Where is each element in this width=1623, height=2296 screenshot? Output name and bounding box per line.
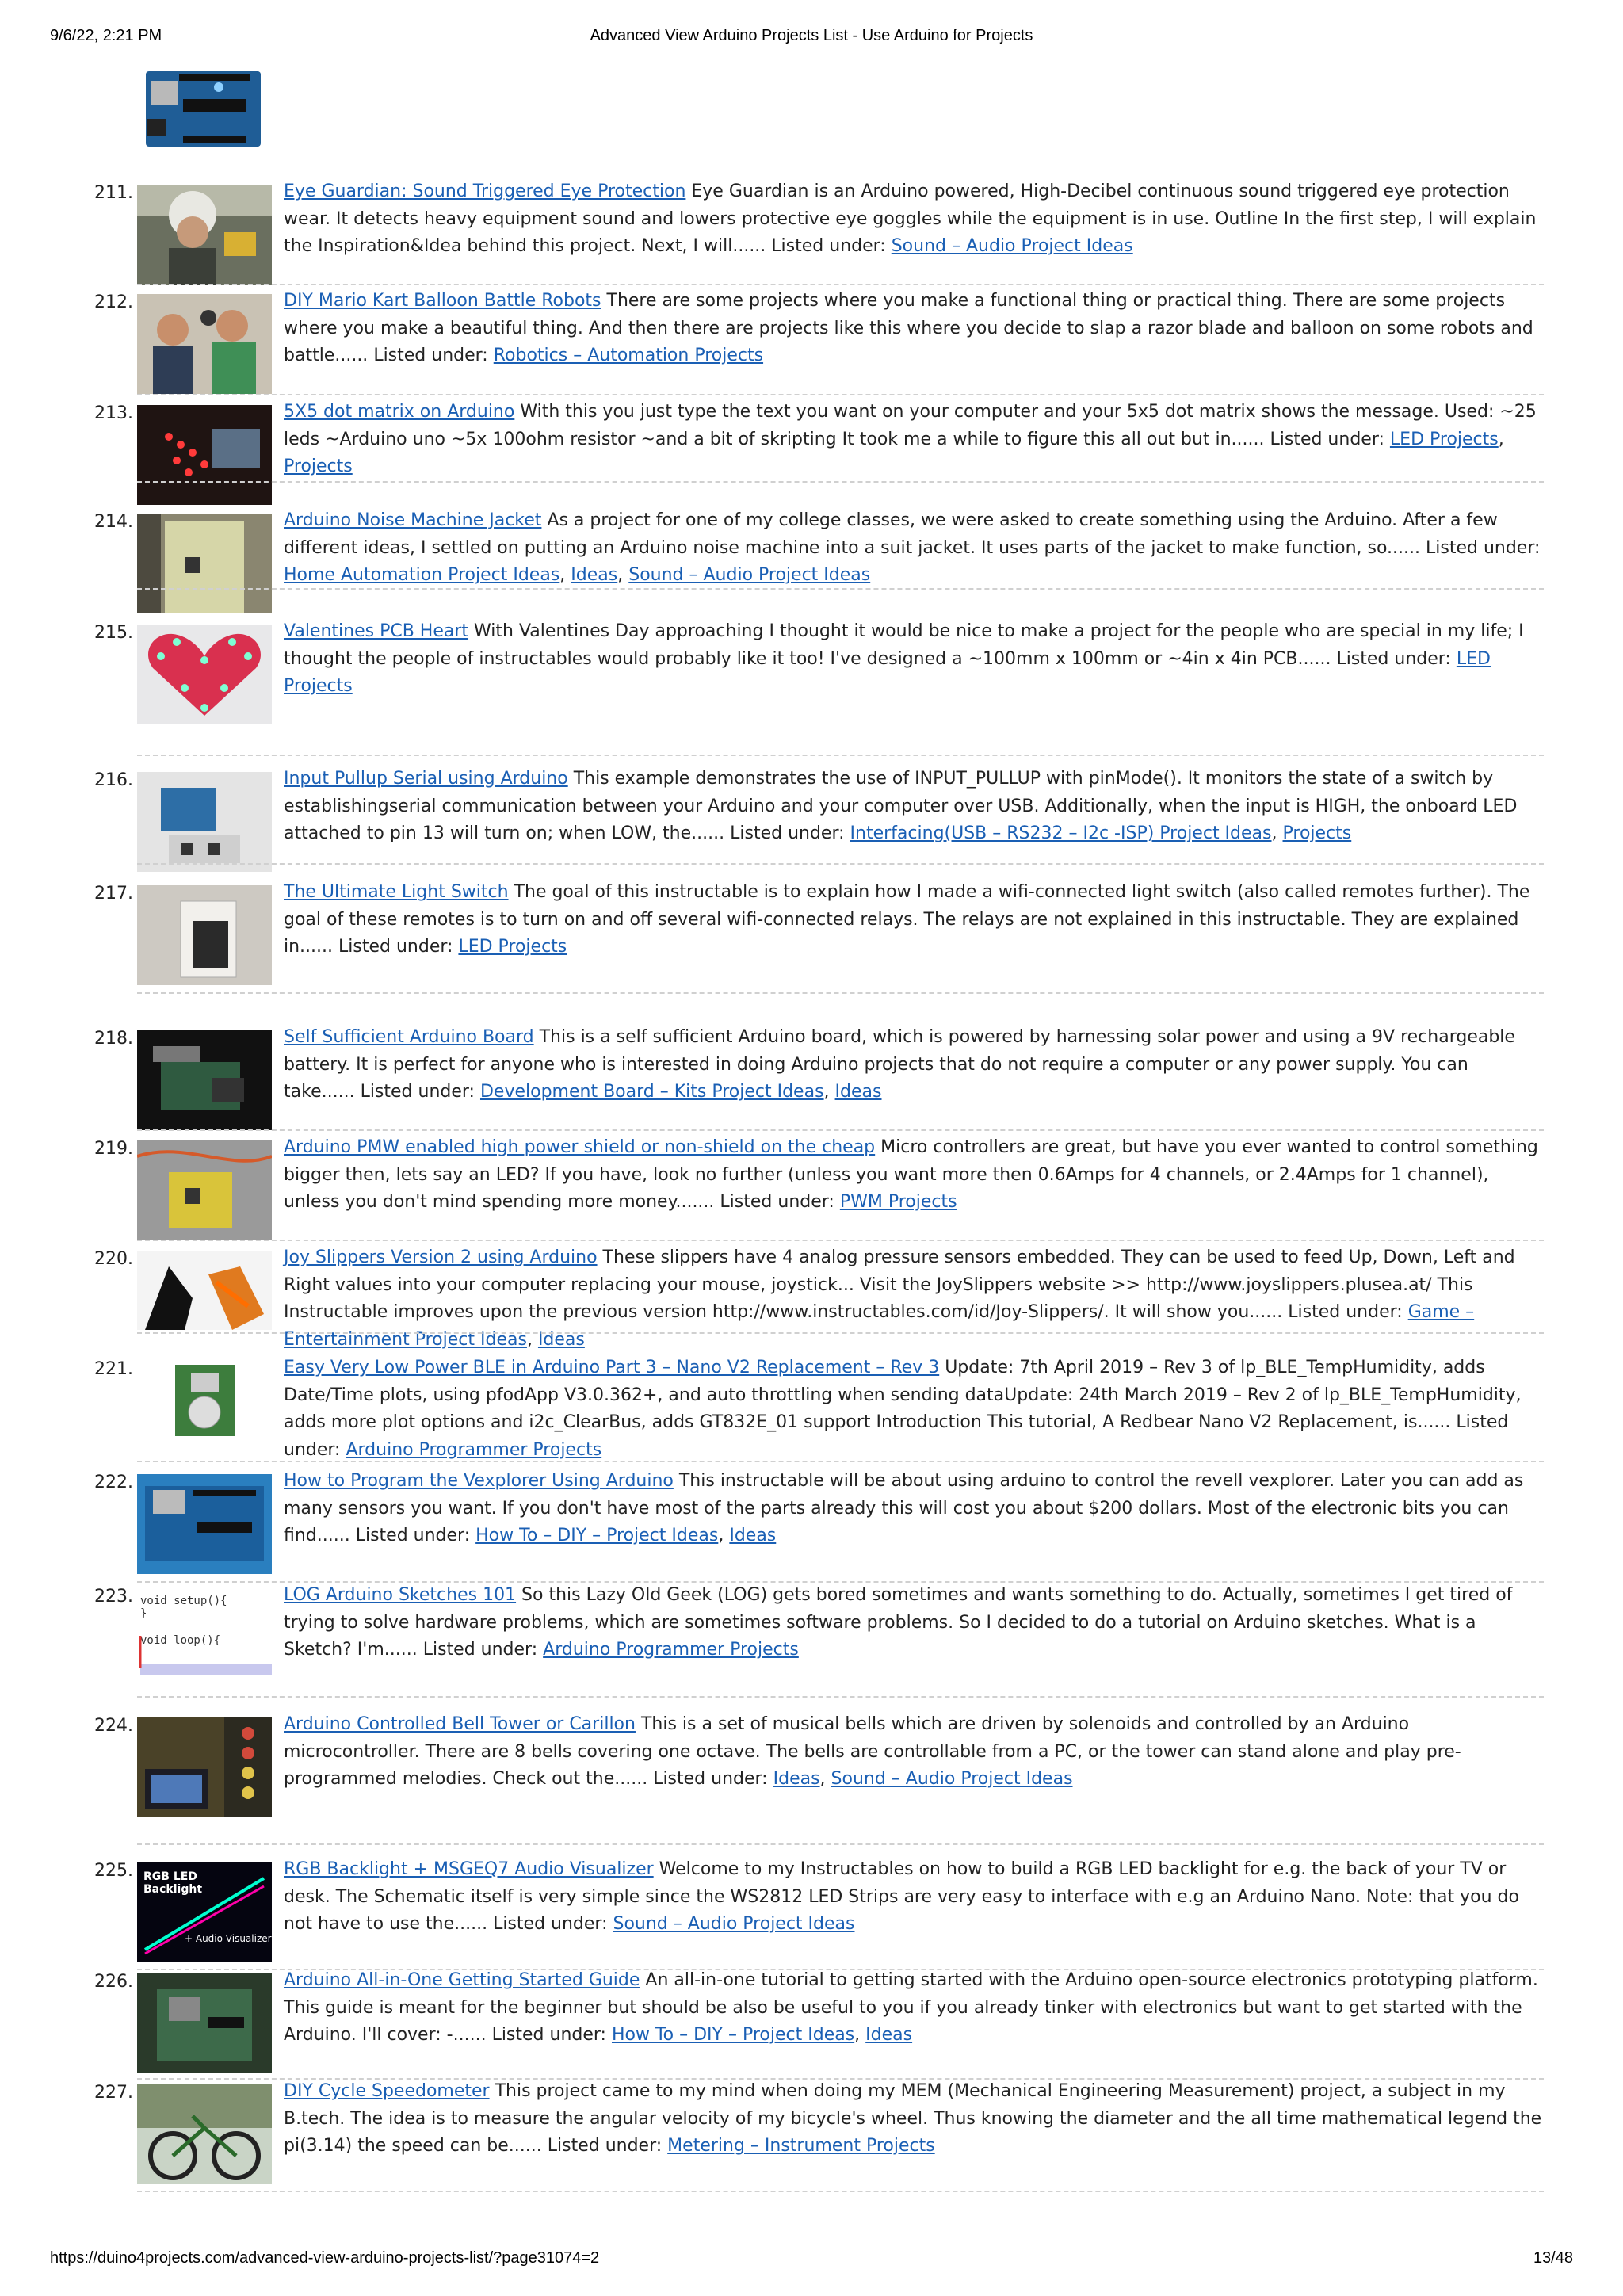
project-entry: Self Sufficient Arduino Board This is a self sufficient Arduino board, which is powered by harnessing solar power and using a 9V rechargeable battery. It is perfect for anyone who is interested in doing Arduino projects that do not require a computer or any power supply. You can take...... Listed under: Development Board – Kits Project Ideas, Ideas: [284, 1027, 1515, 1102]
item-separator: [137, 2191, 1544, 2192]
category-link[interactable]: Arduino Programmer Projects: [543, 1640, 799, 1660]
category-link[interactable]: Arduino Programmer Projects: [346, 1439, 602, 1460]
project-description: This is a set of musical bells which are driven by solenoids and controlled by an Arduino microcontroller. There are 8 bells covering one octave. The bells are controllable from a PC, or the tower can stand alone and play pre-programmed melodies. Check out the......: [284, 1714, 1461, 1790]
project-thumbnail[interactable]: [137, 1361, 272, 1440]
category-link[interactable]: LED Projects: [1389, 429, 1499, 449]
project-entry: Arduino Noise Machine Jacket As a project for one of my college classes, we were asked to create something using the Arduino. After a few different ideas, I settled on putting an Arduino noise machine into a suit jacket. It uses parts of the jacket to make function, so...... Listed under: Home Automation Project Ideas, Ideas, Sound – Audio Project Ideas: [284, 510, 1541, 586]
arduino-board-thumbnail[interactable]: [139, 63, 265, 157]
item-number: 223.: [94, 1587, 133, 1606]
project-description: This instructable will be about using arduino to control the revell vexplorer. Later you can add as many sensors you want. If you don't have most of the parts already this will cost you about $200 dollars. Most of the electronic bits you can find......: [284, 1471, 1524, 1546]
category-link[interactable]: Sound – Audio Project Ideas: [891, 236, 1133, 257]
project-thumbnail[interactable]: [137, 885, 272, 985]
project-entry: Joy Slippers Version 2 using Arduino These slippers have 4 analog pressure sensors embedded. They can be used to feed Up, Down, Left and Right values into your computer replacing your mouse, joystick... Visit the JoySlippers website >> http://www.joyslippers.plusea.at/ This Instructable improves upon the previous version http://www.instructables.com/id/Joy-Slippers/. It will show you...... Listed under: Game – Entertainment Project Ideas, Ideas: [284, 1247, 1515, 1350]
listed-under-label: Listed under:: [284, 1412, 1509, 1460]
item-number: 222.: [94, 1473, 133, 1492]
project-thumbnail[interactable]: [137, 1474, 272, 1574]
item-separator: [137, 394, 1544, 395]
listed-under-label: Listed under:: [771, 236, 886, 257]
project-thumbnail[interactable]: [137, 1717, 272, 1817]
project-thumbnail[interactable]: [137, 294, 272, 394]
project-entry: [284, 1354, 1544, 1464]
item-separator: [137, 588, 1544, 590]
category-link[interactable]: Sound – Audio Project Ideas: [628, 565, 871, 586]
print-url: https://duino4projects.com/advanced-view-arduino-projects-list/?page31074=2: [50, 2249, 600, 2267]
category-link[interactable]: Game – Entertainment Project Ideas: [284, 1302, 1475, 1350]
item-number: 212.: [94, 292, 133, 312]
category-link[interactable]: Metering – Instrument Projects: [667, 2136, 935, 2157]
project-title-link[interactable]: Easy Very Low Power BLE in Arduino Part 3 – Nano V2 Replacement – Rev 3: [284, 1358, 940, 1377]
project-description: With this you just type the text you want on your computer and your 5x5 dot matrix shows the message. Used: ~25 leds ~Arduino uno ~5x 100ohm resistor ~and a bit of skripting It took me a while to figure this all out but in......: [284, 402, 1537, 449]
project-title-link[interactable]: DIY Cycle Speedometer: [284, 2081, 490, 2101]
svg-text:RGB LED: RGB LED: [143, 1870, 197, 1883]
item-separator: [137, 755, 1544, 756]
category-link[interactable]: Ideas: [865, 2025, 913, 2046]
item-number: 218.: [94, 1029, 133, 1049]
project-entry: [284, 618, 1544, 701]
print-footer: [0, 2249, 1623, 2273]
listed-under-label: Listed under:: [422, 1640, 538, 1660]
project-description: Update: 7th April 2019 – Rev 3 of lp_BLE_TempHumidity, adds Date/Time plots, using pfodApp V3.0.362+, and auto throttling when sending dataUpdate: 24th March 2019 – Rev 2 of lp_BLE_TempHumidity, adds more plot options and i2c_ClearBus, adds GT832E_01 support Introduction This tutorial, A Redbear Nano V2 Replacement, is......: [284, 1358, 1522, 1433]
listed-under-label: Listed under:: [491, 2025, 606, 2046]
project-description: There are some projects where you make a functional thing or practical thing. There are some projects where you make a beautiful thing. And then there are projects like this where you decide to slap a razor blade and balloon on some robots and battle......: [284, 291, 1533, 366]
project-description: This is a self sufficient Arduino board, which is powered by harnessing solar power and using a 9V rechargeable battery. It is perfect for anyone who is interested in doing Arduino projects that do not require a computer or any power supply. You can take......: [284, 1027, 1515, 1102]
project-entry: Arduino Controlled Bell Tower or Carillon This is a set of musical bells which are driven by solenoids and controlled by an Arduino microcontroller. There are 8 bells covering one octave. The bells are controllable from a PC, or the tower can stand alone and play pre-programmed melodies. Check out the...... Listed under: Ideas, Sound – Audio Project Ideas: [284, 1714, 1461, 1790]
project-entry: How to Program the Vexplorer Using Arduino This instructable will be about using arduino to control the revell vexplorer. Later you can add as many sensors you want. If you don't have most of the parts already this will cost you about $200 dollars. Most of the electronic bits you can find...... Listed under: How To – DIY – Project Ideas, Ideas: [284, 1471, 1524, 1546]
listed-under-label: Listed under:: [1426, 537, 1541, 558]
category-link[interactable]: Ideas: [834, 1082, 882, 1102]
category-link[interactable]: Sound – Audio Project Ideas: [613, 1914, 855, 1935]
listed-under-label: Listed under:: [373, 346, 488, 366]
listed-under-label: Listed under:: [653, 1769, 768, 1790]
category-link[interactable]: Home Automation Project Ideas: [284, 565, 560, 586]
item-separator: [137, 1461, 1544, 1462]
item-number: 219.: [94, 1139, 133, 1159]
project-title-link[interactable]: Eye Guardian: Sound Triggered Eye Protection: [284, 181, 686, 201]
category-link[interactable]: PWM Projects: [839, 1192, 957, 1213]
category-link[interactable]: Projects: [284, 457, 353, 477]
project-description: The goal of this instructable is to explain how I made a wifi-connected light switch (also called remotes further). The goal of these remotes is to turn on and off several wifi-connected relays. The relays are not explained in this instructable. They are explained in......: [284, 882, 1530, 957]
item-separator: [137, 1129, 1544, 1131]
project-title-link[interactable]: 5X5 dot matrix on Arduino: [284, 402, 515, 422]
category-link[interactable]: How To – DIY – Project Ideas: [475, 1526, 719, 1546]
project-thumbnail[interactable]: [137, 1973, 272, 2073]
project-title-link[interactable]: Arduino PMW enabled high power shield or non-shield on the cheap: [284, 1137, 876, 1157]
category-link[interactable]: LED Projects: [458, 937, 567, 957]
project-title-link[interactable]: RGB Backlight + MSGEQ7 Audio Visualizer: [284, 1859, 654, 1879]
project-entry: [284, 178, 1544, 261]
print-page-number: 13/48: [1533, 2249, 1573, 2267]
category-link[interactable]: Sound – Audio Project Ideas: [831, 1769, 1073, 1790]
project-thumbnail[interactable]: [137, 1862, 272, 1962]
project-description: So this Lazy Old Geek (LOG) gets bored sometimes and wants something to do. Actually, sometimes I get tired of trying to solve hardware problems, which are sometimes software problems. So I decided to do a tutorial on Arduino sketches. What is a Sketch? I'm......: [284, 1585, 1513, 1660]
project-description: Micro controllers are great, but have you ever wanted to control something bigger then, lets say an LED? If you have, look no further (unless you want more then 0.6Amps for 4 channels, or 2.4Amps for 1 channel), unless you don't mind spending more money.......: [284, 1137, 1538, 1213]
project-entry: [284, 879, 1544, 961]
item-number: 214.: [94, 512, 133, 532]
listed-under-label: Listed under:: [493, 1914, 608, 1935]
item-separator: [137, 284, 1544, 285]
category-link[interactable]: Ideas: [571, 565, 618, 586]
category-link[interactable]: Development Board – Kits Project Ideas: [479, 1082, 824, 1102]
svg-text:Backlight: Backlight: [143, 1883, 203, 1896]
listed-under-label: Listed under:: [1336, 648, 1451, 669]
project-entry: 5X5 dot matrix on Arduino With this you just type the text you want on your computer and your 5x5 dot matrix shows the message. Used: ~25 leds ~Arduino uno ~5x 100ohm resistor ~and a bit of skripting It took me a while to figure this all out but in...... Listed under: LED Projects, Projects: [284, 402, 1537, 477]
listed-under-label: Listed under:: [720, 1192, 834, 1213]
project-description: This example demonstrates the use of INPUT_PULLUP with pinMode(). It monitors the state of a switch by establishingserial communication between your Arduino and your computer over USB. Additionally, when the input is HIGH, the onboard LED attached to pin 13 will turn on; when LOW, the......: [284, 769, 1518, 844]
svg-text:void loop(){: void loop(){: [140, 1634, 221, 1647]
project-entry: [284, 1134, 1544, 1217]
project-thumbnail[interactable]: [137, 514, 272, 613]
project-title-link[interactable]: The Ultimate Light Switch: [284, 882, 509, 902]
project-title-link[interactable]: How to Program the Vexplorer Using Arduino: [284, 1471, 674, 1491]
project-thumbnail[interactable]: [137, 625, 272, 724]
project-thumbnail[interactable]: [137, 185, 272, 285]
item-number: 215.: [94, 623, 133, 643]
listed-under-label: Listed under:: [338, 937, 453, 957]
project-description: Welcome to my Instructables on how to build a RGB LED backlight for e.g. the back of your TV or desk. The Schematic itself is very simple since the WS2812 LED Strips are very easy to interface with e.g an Arduino Nano. Note: that you do not have to use the......: [284, 1859, 1519, 1935]
project-description: This project came to my mind when doing my MEM (Mechanical Engineering Measurement) project, a subject in my B.tech. The idea is to measure the angular velocity of my bicycle's wheel. Thus knowing the diameter and the all time mathematical legend the pi(3.14) the speed can be......: [284, 2081, 1542, 2157]
project-title-link[interactable]: Arduino Controlled Bell Tower or Carillon: [284, 1714, 636, 1734]
project-title-link[interactable]: Valentines PCB Heart: [284, 621, 469, 641]
project-thumbnail[interactable]: [137, 1140, 272, 1240]
project-thumbnail[interactable]: [137, 405, 272, 505]
project-description: With Valentines Day approaching I thought it would be nice to make a project for the people who are special in my life; I thought the people of instructables would probably like it too! I've designed a ~100mm x 100mm or ~4in x 4in PCB......: [284, 621, 1524, 669]
project-thumbnail[interactable]: [137, 1251, 272, 1330]
print-header: [0, 27, 1623, 51]
item-separator: [137, 1240, 1544, 1241]
project-thumbnail[interactable]: [137, 1588, 272, 1688]
project-description: These slippers have 4 analog pressure sensors embedded. They can be used to feed Up, Down, Left and Right values into your computer replacing your mouse, joystick... Visit the JoySlippers website >> http://www.joyslippers.plusea.at/ This Instructable improves upon the previous version http://www.instructables.com/id/Joy-Slippers/. It will show you......: [284, 1247, 1515, 1323]
project-entry: [284, 288, 1544, 370]
listed-under-label: Listed under:: [1288, 1302, 1403, 1323]
category-link[interactable]: LED Projects: [284, 648, 1491, 697]
listed-under-label: Listed under:: [547, 2136, 663, 2157]
item-separator: [137, 1332, 1544, 1334]
item-separator: [137, 481, 1544, 483]
project-description: Eye Guardian is an Arduino powered, High-Decibel continuous sound triggered eye protection wear. It detects heavy equipment sound and lowers protective eye goggles while the equipment is in use. Outline In the first step, I will explain the Inspiration&Idea behind this project. Next, I will......: [284, 181, 1537, 257]
project-thumbnail[interactable]: [137, 1030, 272, 1130]
project-entry: [284, 1582, 1544, 1664]
listed-under-label: Listed under:: [730, 823, 845, 844]
project-title-link[interactable]: Input Pullup Serial using Arduino: [284, 769, 568, 789]
project-entry: Input Pullup Serial using Arduino This example demonstrates the use of INPUT_PULLUP with pinMode(). It monitors the state of a switch by establishingserial communication between your Arduino and your computer over USB. Additionally, when the input is HIGH, the onboard LED attached to pin 13 will turn on; when LOW, the...... Listed under: Interfacing(USB – RS232 – I2c -ISP) Project Ideas, Projects: [284, 769, 1518, 844]
project-entry: [284, 2078, 1544, 2160]
listed-under-label: Listed under:: [1270, 429, 1384, 449]
project-description: An all-in-one tutorial to getting started with the Arduino open-source electronics prototyping platform. This guide is meant for the beginner but should be also be useful to you if you already tinker with electronics but want to get started with the Arduino. I'll cover: -......: [284, 1970, 1538, 2046]
print-page-title: Advanced View Arduino Projects List - Use Arduino for Projects: [590, 27, 1033, 44]
item-number: 224.: [94, 1716, 133, 1736]
listed-under-label: Listed under:: [355, 1526, 471, 1546]
project-description: As a project for one of my college classes, we were asked to create something using the Arduino. After a few different ideas, I settled on putting an Arduino noise machine into a suit jacket. It uses parts of the jacket to make function, so......: [284, 510, 1498, 558]
project-thumbnail[interactable]: [137, 772, 272, 872]
project-entry: [284, 1856, 1544, 1939]
project-title-link[interactable]: Joy Slippers Version 2 using Arduino: [284, 1247, 598, 1267]
item-number: 220.: [94, 1249, 133, 1269]
item-number: 216.: [94, 770, 133, 790]
project-title-link[interactable]: LOG Arduino Sketches 101: [284, 1585, 517, 1605]
item-separator: [137, 992, 1544, 994]
category-link[interactable]: Interfacing(USB – RS232 – I2c -ISP) Project Ideas: [850, 823, 1272, 844]
print-datetime: 9/6/22, 2:21 PM: [50, 27, 162, 44]
listed-under-label: Listed under:: [360, 1082, 475, 1102]
item-number: 221.: [94, 1359, 133, 1379]
category-link[interactable]: Ideas: [729, 1526, 777, 1546]
project-title-link[interactable]: DIY Mario Kart Balloon Battle Robots: [284, 291, 601, 311]
item-number: 226.: [94, 1972, 133, 1992]
project-thumbnail[interactable]: [137, 2084, 272, 2184]
item-number: 211.: [94, 183, 133, 203]
item-number: 213.: [94, 403, 133, 423]
project-title-link[interactable]: Self Sufficient Arduino Board: [284, 1027, 534, 1047]
category-link[interactable]: How To – DIY – Project Ideas: [611, 2025, 855, 2046]
item-separator: [137, 863, 1544, 865]
category-link[interactable]: Projects: [1282, 823, 1352, 844]
item-number: 227.: [94, 2083, 133, 2103]
item-number: 225.: [94, 1861, 133, 1881]
svg-text:+ Audio Visualizer: + Audio Visualizer: [185, 1933, 272, 1944]
category-link[interactable]: Robotics – Automation Projects: [493, 346, 764, 366]
svg-text:}: }: [140, 1607, 147, 1620]
project-entry: Arduino All-in-One Getting Started Guide An all-in-one tutorial to getting started with the Arduino open-source electronics prototyping platform. This guide is meant for the beginner but should be also be useful to you if you already tinker with electronics but want to get started with the Arduino. I'll cover: -...... Listed under: How To – DIY – Project Ideas, Ideas: [284, 1970, 1538, 2046]
category-link[interactable]: Ideas: [773, 1769, 820, 1790]
item-separator: [137, 1696, 1544, 1698]
item-separator: [137, 1843, 1544, 1845]
category-link[interactable]: Ideas: [537, 1329, 585, 1350]
svg-text:void setup(){: void setup(){: [140, 1595, 227, 1607]
project-title-link[interactable]: Arduino Noise Machine Jacket: [284, 510, 542, 530]
item-number: 217.: [94, 884, 133, 904]
project-title-link[interactable]: Arduino All-in-One Getting Started Guide: [284, 1970, 640, 1990]
